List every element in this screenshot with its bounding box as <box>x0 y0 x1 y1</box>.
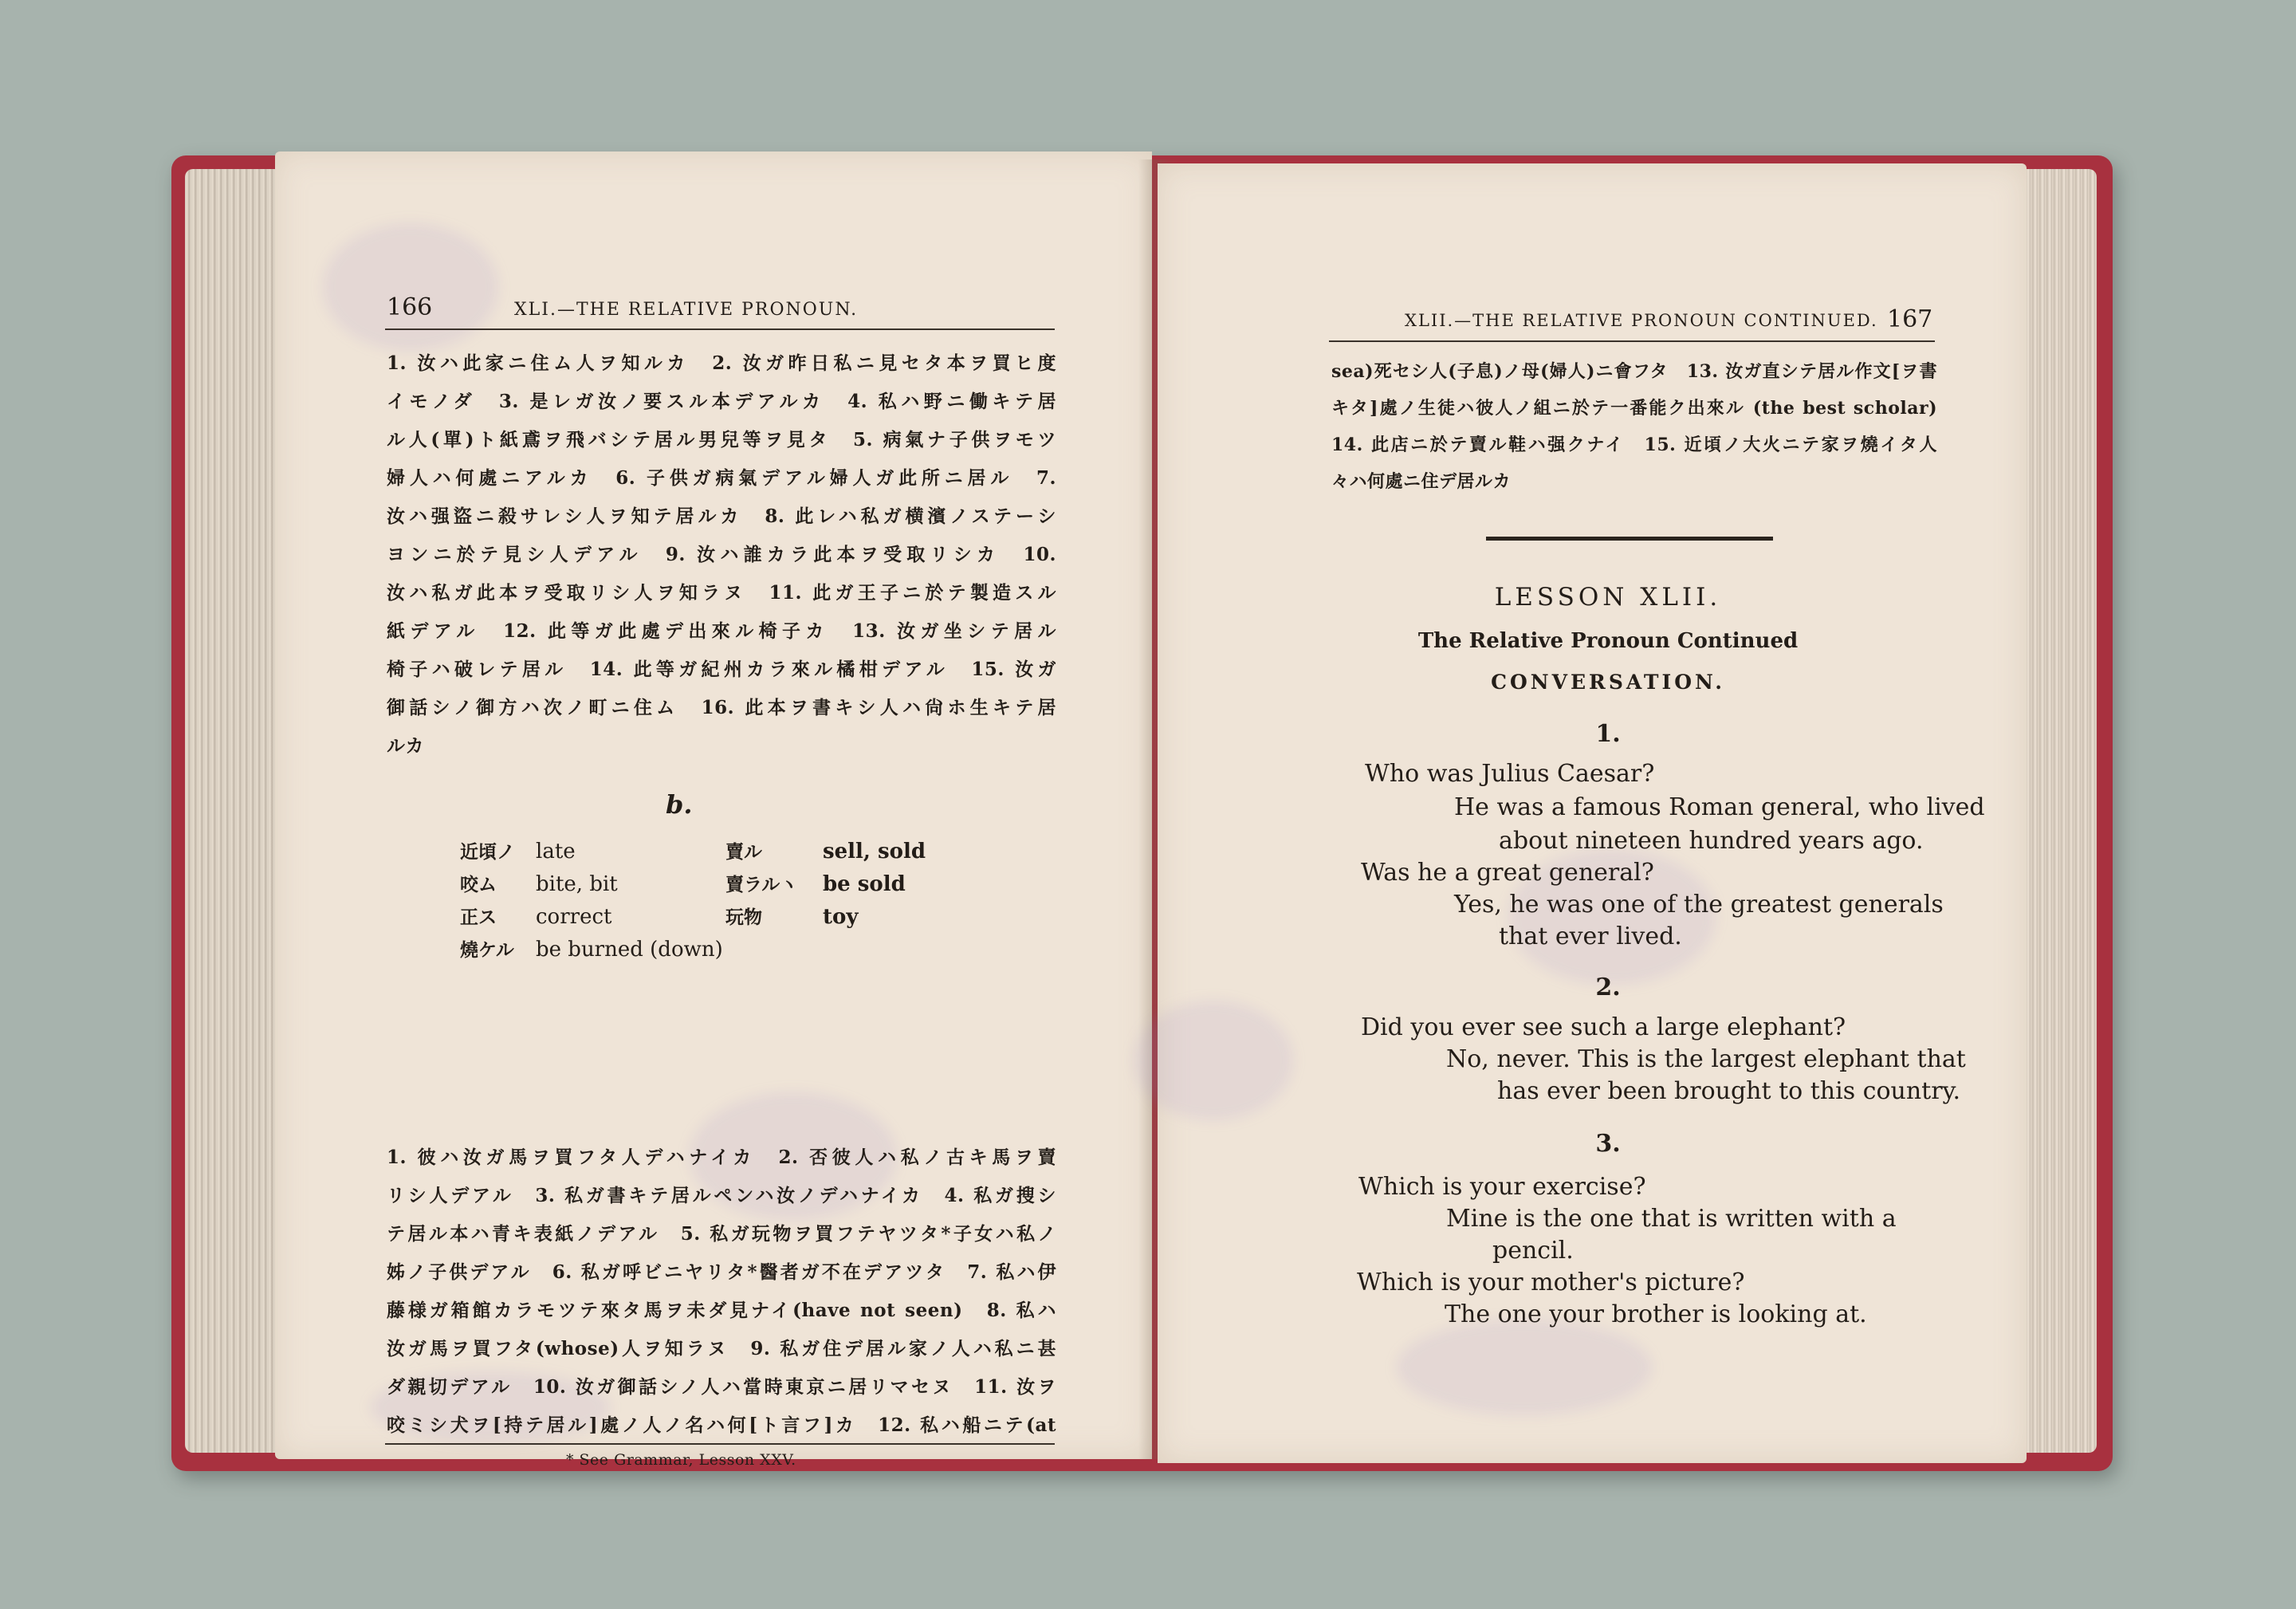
ink-stain <box>1134 1001 1293 1120</box>
vocab-list-left <box>460 836 723 966</box>
exercise-line: 咬ミシ犬ヲ[持テ居ル]處ノ人ノ名ハ何[ト言フ]カ 12. 私ハ船ニテ(at <box>387 1414 1056 1436</box>
vocab-list-right <box>725 836 926 934</box>
vocab-en: be burned (down) <box>536 938 723 962</box>
exercise-line: ダ親切デアル 10. 汝ガ御話シノ人ハ當時東京ニ居リマセヌ 11. 汝ヲ <box>387 1376 1056 1398</box>
exercise-line: 藤様ガ箱館カラモツテ來タ馬ヲ未ダ見ナイ(have not seen) 8. 私ハ <box>387 1300 1056 1321</box>
dialogue-line: The one your brother is looking at. <box>1445 1300 1867 1328</box>
exercise-line: 汝ハ私ガ此本ヲ受取リシ人ヲ知ラヌ 11. 此ガ王子ニ於テ製造スル <box>387 582 1056 604</box>
exercise-a <box>387 344 1056 765</box>
dialogue-number: 2. <box>1595 974 1621 1001</box>
dialogue-line: No, never. This is the largest elephant that <box>1446 1045 1966 1073</box>
page-number: 166 <box>387 293 433 321</box>
vocab-en: toy <box>823 905 859 929</box>
header-rule <box>385 328 1055 330</box>
right-page <box>1158 163 2027 1463</box>
exercise-line: ル人(單)ト紙鳶ヲ飛バシテ居ル男兒等ヲ見タ 5. 病氣ナ子供ヲモツ <box>387 429 1056 450</box>
lesson-subtitle: The Relative Pronoun Continued <box>1417 629 1799 653</box>
exercise-line: 婦人ハ何處ニアルカ 6. 子供ガ病氣デアル婦人ガ此所ニ居ル 7. <box>387 467 1056 489</box>
vocab-jp: 正ス <box>460 907 497 928</box>
exercise-line: 椅子ハ破レテ居ル 14. 此等ガ紀州カラ來ル橘柑デアル 15. 汝ガ <box>387 659 1056 680</box>
continued-exercise <box>1331 353 1937 500</box>
dialogue-line: Did you ever see such a large elephant? <box>1361 1013 1846 1041</box>
dialogue-line: He was a famous Roman general, who lived <box>1454 793 1985 821</box>
exercise-line: 1. 彼ハ汝ガ馬ヲ買フタ人デハナイカ 2. 否彼人ハ私ノ古キ馬ヲ賣 <box>387 1147 1056 1168</box>
dialogue-number: 1. <box>1595 720 1621 748</box>
vocab-jp: 燒ケル <box>460 939 514 961</box>
dialogue-line: Mine is the one that is written with a <box>1446 1205 1897 1233</box>
exercise-b-label: b. <box>666 789 693 820</box>
exercise-line: 1. 汝ハ此家ニ住ム人ヲ知ルカ 2. 汝ガ昨日私ニ見セタ本ヲ買ヒ度 <box>387 352 1056 374</box>
dialogue-line: pencil. <box>1492 1237 1574 1265</box>
exercise-b <box>387 1139 1056 1445</box>
vocab-en: correct <box>536 905 612 929</box>
exercise-line: リシ人デアル 3. 私ガ書キテ居ルペンハ汝ノデハナイカ 4. 私ガ搜シ <box>387 1185 1056 1206</box>
vocab-jp: 近頃ノ <box>460 841 515 863</box>
dialogue-line: Yes, he was one of the greatest generals <box>1454 891 1944 919</box>
exercise-line: 汝ハ强盜ニ殺サレシ人ヲ知テ居ルカ 8. 此レハ私ガ横濱ノステーシ <box>387 506 1056 527</box>
dialogue-line: Which is your exercise? <box>1358 1173 1646 1201</box>
footnote: * See Grammar, Lesson XXV. <box>566 1451 796 1469</box>
vocab-en: be sold <box>823 872 906 896</box>
vocab-en: late <box>536 840 576 864</box>
dialogue-line: has ever been brought to this country. <box>1497 1077 1961 1105</box>
exercise-line: 御話シノ御方ハ次ノ町ニ住ム 16. 此本ヲ書キシ人ハ尙ホ生キテ居 <box>387 697 1056 718</box>
section-rule <box>1486 537 1773 541</box>
header-rule <box>1329 340 1935 342</box>
dialogue-line: Was he a great general? <box>1361 859 1654 887</box>
vocab-jp: 賣ル <box>725 841 762 863</box>
exercise-line: 14. 此店ニ於テ賣ル鞋ハ强クナイ 15. 近頃ノ大火ニテ家ヲ燒イタ人 <box>1331 435 1937 455</box>
vocab-jp: 賣ラルヽ <box>725 874 799 895</box>
dialogue-number: 3. <box>1595 1130 1621 1158</box>
vocab-jp: 玩物 <box>725 907 762 928</box>
exercise-line: キタ]處ノ生徒ハ彼人ノ組ニ於テ一番能ク出來ル (the best scholar) <box>1331 398 1937 419</box>
ink-stain <box>323 223 498 351</box>
exercise-line: sea)死セシ人(子息)ノ母(婦人)ニ會フタ 13. 汝ガ直シテ居ル作文[ヲ書 <box>1331 361 1937 382</box>
page-number: 167 <box>1887 305 1933 333</box>
footnote-rule <box>385 1443 1055 1445</box>
exercise-line: ルカ <box>387 735 424 757</box>
left-page <box>275 151 1152 1469</box>
ink-stain <box>1397 1320 1652 1415</box>
exercise-line: 汝ガ馬ヲ買フタ(whose)人ヲ知ラヌ 9. 私ガ住デ居ル家ノ人ハ私ニ甚 <box>387 1338 1056 1359</box>
section-title: CONVERSATION. <box>1491 671 1725 694</box>
vocab-jp: 咬ム <box>460 874 497 895</box>
exercise-line: 姊ノ子供デアル 6. 私ガ呼ビニヤリタ*醫者ガ不在デアツタ 7. 私ハ伊 <box>387 1261 1056 1283</box>
lesson-title: LESSON XLII. <box>1494 583 1722 612</box>
exercise-line: 紙デアル 12. 此等ガ此處デ出來ル椅子カ 13. 汝ガ坐シテ居ル <box>387 620 1056 642</box>
exercise-line: ヨンニ於テ見シ人デアル 9. 汝ハ誰カラ此本ヲ受取リシカ 10. <box>387 544 1056 565</box>
exercise-line: イモノダ 3. 是レガ汝ノ要スル本デアルカ 4. 私ハ野ニ働キテ居 <box>387 391 1056 412</box>
exercise-line: 々ハ何處ニ住デ居ルカ <box>1331 471 1512 492</box>
vocab-en: sell, sold <box>823 840 926 864</box>
exercise-line: テ居ル本ハ青キ表紙ノデアル 5. 私ガ玩物ヲ買フテヤツタ*子女ハ私ノ <box>387 1223 1056 1245</box>
vocab-en: bite, bit <box>536 872 618 896</box>
dialogue-line: that ever lived. <box>1499 923 1682 950</box>
running-head: XLII.—THE RELATIVE PRONOUN CONTINUED. <box>1405 311 1878 330</box>
dialogue-line: Who was Julius Caesar? <box>1365 760 1655 788</box>
running-head: XLI.—THE RELATIVE PRONOUN. <box>514 300 859 320</box>
dialogue-line: about nineteen hundred years ago. <box>1499 827 1924 855</box>
dialogue-line: Which is your mother's picture? <box>1357 1269 1745 1296</box>
